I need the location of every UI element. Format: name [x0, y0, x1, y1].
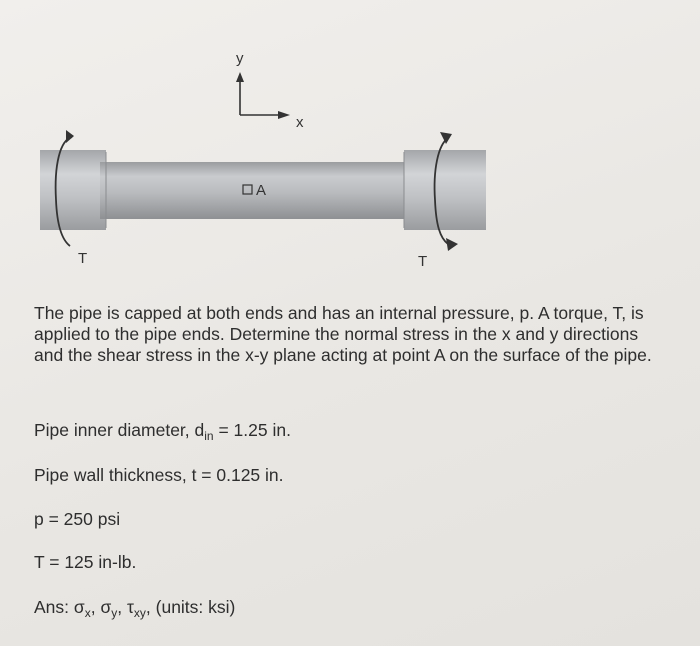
sigma-y-subscript: y — [111, 606, 118, 620]
sigma-x-symbol: σ — [73, 597, 85, 617]
right-torque-bottom-arrowhead — [446, 238, 458, 251]
inner-diameter-line — [34, 420, 291, 441]
pipe-figure — [0, 0, 700, 290]
answer-line — [34, 597, 235, 618]
left-pipe-cap — [40, 150, 106, 230]
point-a-label: A — [256, 182, 267, 199]
tau-xy-symbol: τ — [126, 597, 134, 617]
problem-statement: The pipe is capped at both ends and has an internal pressure, p. A torque, T, is applied to the pipe ends. Determine the normal stress in the x and y directions and the shear stress in the x-y plane acting at point A on the surface of the pipe. — [34, 303, 652, 365]
right-torque-top-arrowhead — [440, 132, 452, 144]
left-torque-arrowhead — [66, 130, 74, 143]
answer-prefix: Ans: — [34, 597, 74, 617]
coordinate-axes — [236, 50, 304, 131]
wall-thickness-line: Pipe wall thickness, t = 0.125 in. — [34, 465, 284, 485]
answer-separator-2: , — [117, 597, 127, 617]
right-torque-label: T — [418, 253, 428, 270]
answer-separator-1: , — [90, 597, 101, 617]
inner-diameter-value: = 1.25 in. — [213, 420, 291, 440]
tau-xy-subscript: xy — [133, 606, 146, 620]
sigma-x-subscript: x — [84, 606, 91, 620]
x-axis-arrowhead — [278, 111, 290, 119]
left-torque-label: T — [78, 250, 88, 267]
torque-line: T = 125 in-lb. — [34, 552, 137, 572]
sigma-y-symbol: σ — [100, 597, 112, 617]
inner-diameter-label: Pipe inner diameter, d — [34, 420, 205, 440]
inner-diameter-subscript: in — [204, 429, 214, 443]
x-axis-label: x — [296, 114, 304, 131]
y-axis-arrowhead — [236, 72, 244, 82]
right-pipe-cap — [404, 150, 486, 230]
pressure-line: p = 250 psi — [34, 509, 121, 529]
answer-units: , (units: ksi) — [145, 597, 236, 617]
y-axis-label: y — [236, 50, 244, 67]
